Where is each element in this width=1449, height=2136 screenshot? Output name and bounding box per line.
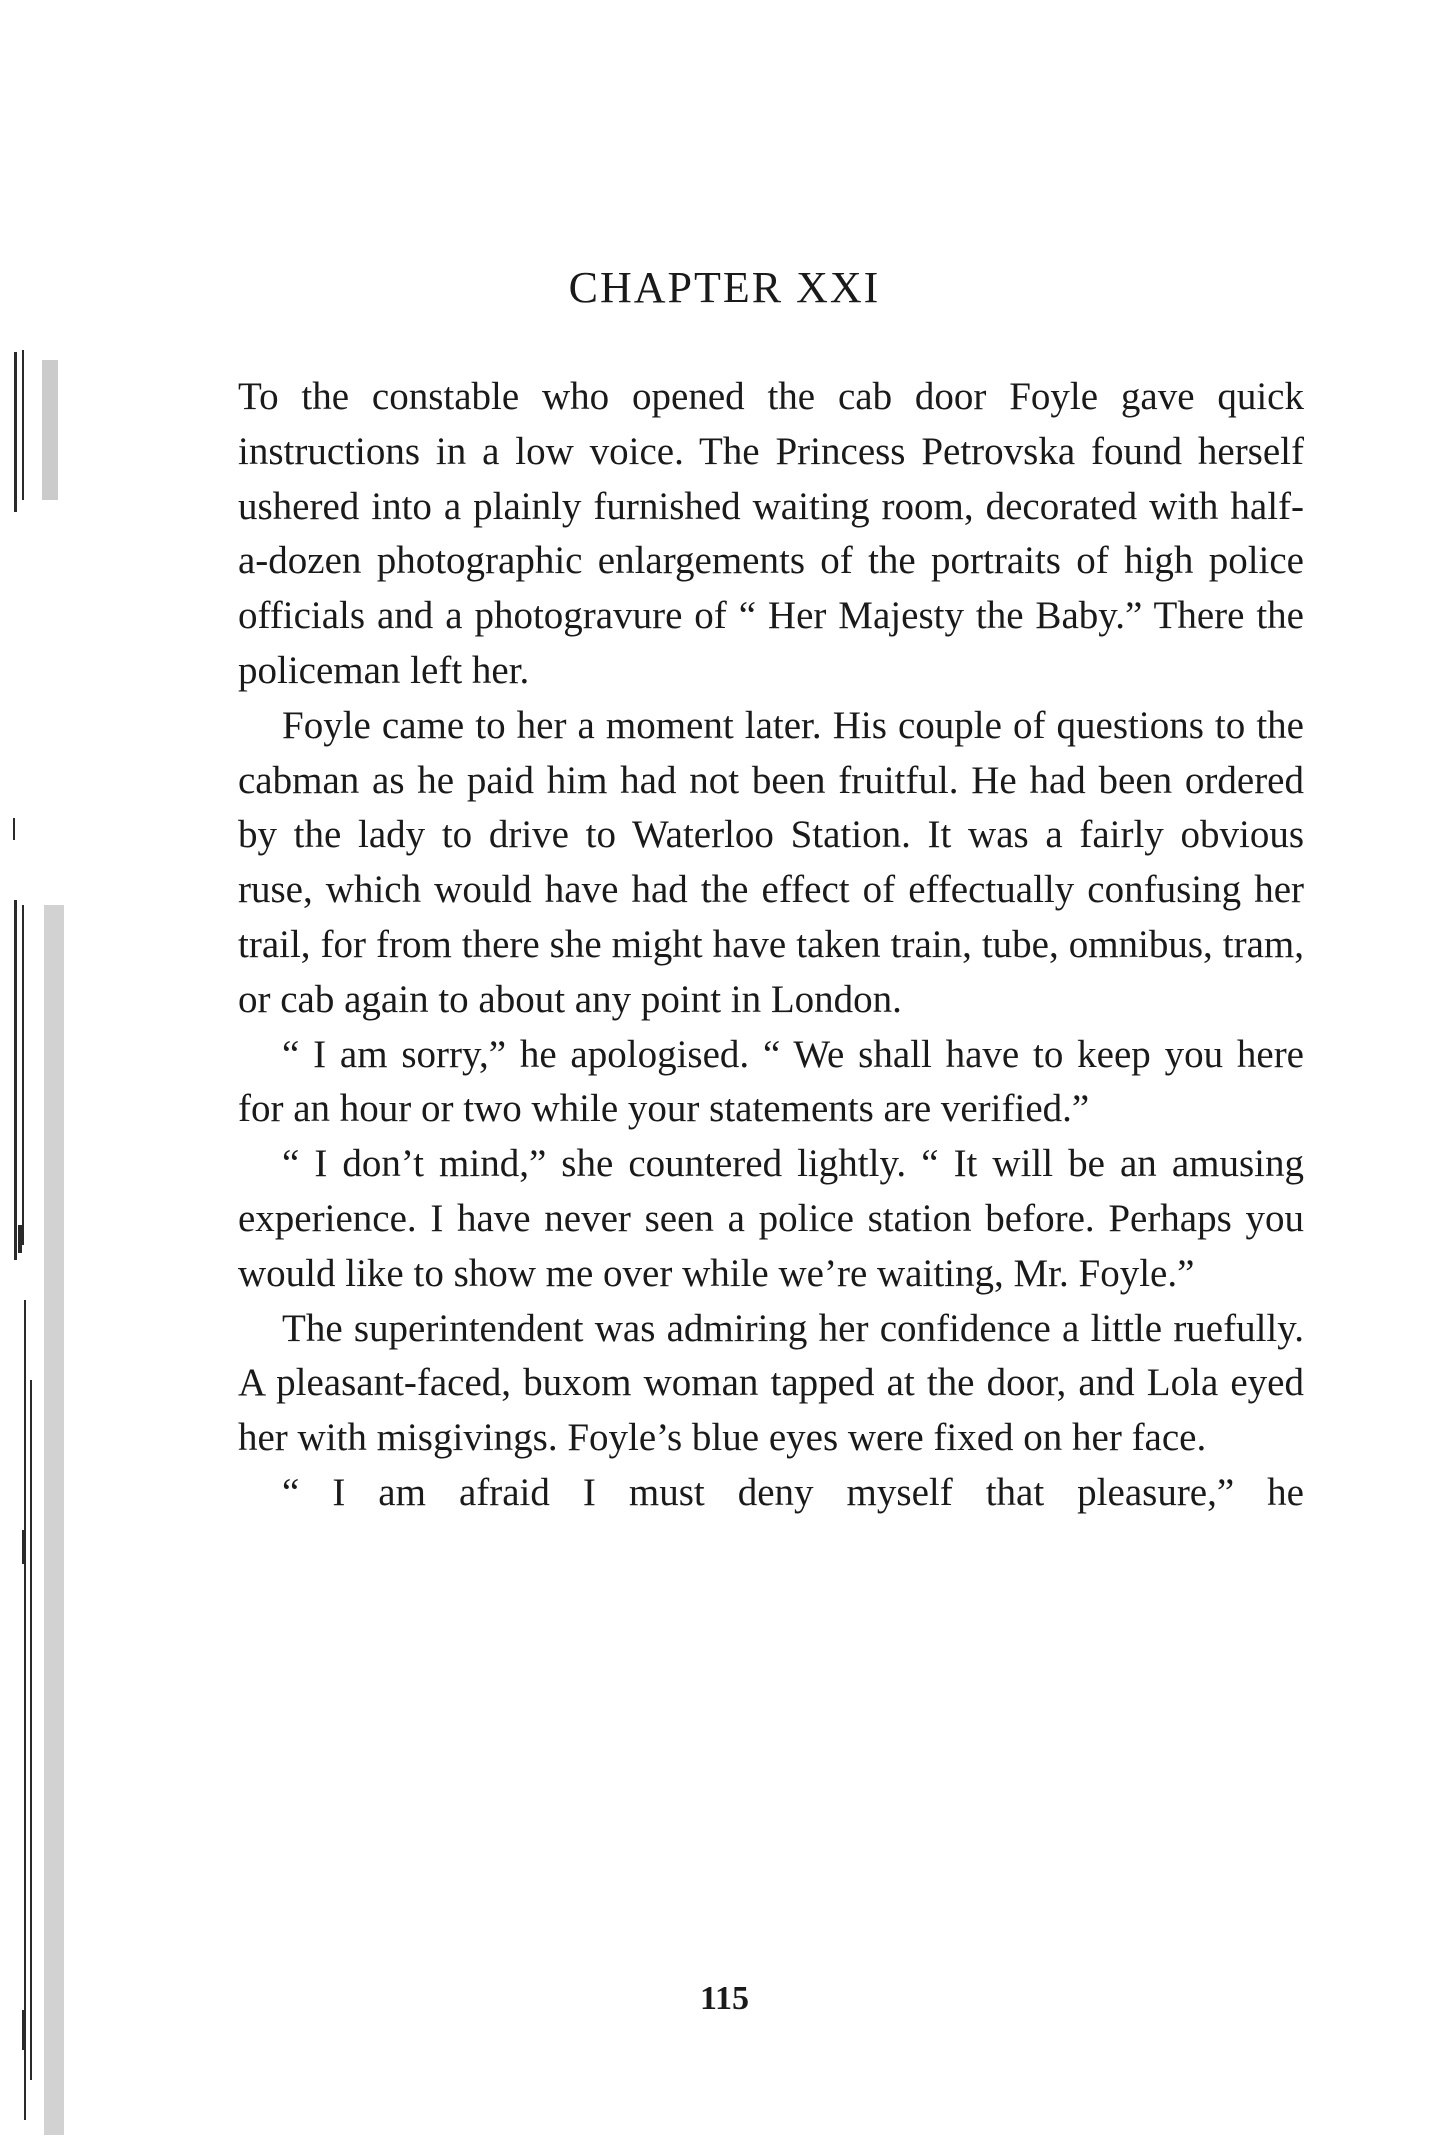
scanned-gutter-edge [0, 0, 110, 2136]
gutter-line [22, 350, 24, 500]
paragraph: The superintendent was admiring her confidence a little ruefully. A pleasant-faced, buxom woman tapped at the door, and Lola eyed her with misgivings. Foyle’s blue eyes were fixed on her face. [238, 1306, 1304, 1460]
chapter-body [238, 370, 1304, 1521]
gutter-line [18, 1225, 22, 1253]
paragraph: “ I don’t mind,” she countered lightly. “ It will be an amusing experience. I have never seen a police station before. Perhaps you would like to show me over while we’re waiting, Mr. Foyle.” [238, 1142, 1304, 1295]
paragraph: To the constable who opened the cab door Foyle gave quick instructions in a low voice. The Princess Petrovska found herself ushered into a plainly furnished waiting room, decorated with half-a-dozen photographic enlargements of the portraits of high police officials and a photogravure of “ Her Majesty the Baby.” There the policeman left her. [238, 375, 1304, 692]
gutter-line [14, 352, 17, 512]
gutter-line [14, 900, 17, 1260]
gutter-noise [44, 905, 64, 2135]
gutter-line [30, 1380, 32, 2080]
paragraph: “ I am afraid I must deny myself that pleasure,” he [282, 1470, 1304, 1514]
gutter-line [22, 1530, 25, 1564]
paragraph: Foyle came to her a moment later. His couple of questions to the cabman as he paid him had not been fruitful. He had been ordered by the lady to drive to Waterloo Station. It was a fairly obvious ruse, which would have had the effect of effectually confusing her trail, for from there she might have taken train, tube, omnibus, tram, or cab again to about any point in London. [238, 703, 1304, 1021]
gutter-line [22, 905, 24, 1245]
chapter-title: CHAPTER XXI [568, 263, 881, 312]
page-number: 115 [699, 1980, 750, 2017]
gutter-noise [42, 360, 58, 500]
paragraph: “ I am sorry,” he apologised. “ We shall have to keep you here for an hour or two while your statements are verified.” [238, 1032, 1304, 1131]
gutter-line [13, 818, 15, 840]
